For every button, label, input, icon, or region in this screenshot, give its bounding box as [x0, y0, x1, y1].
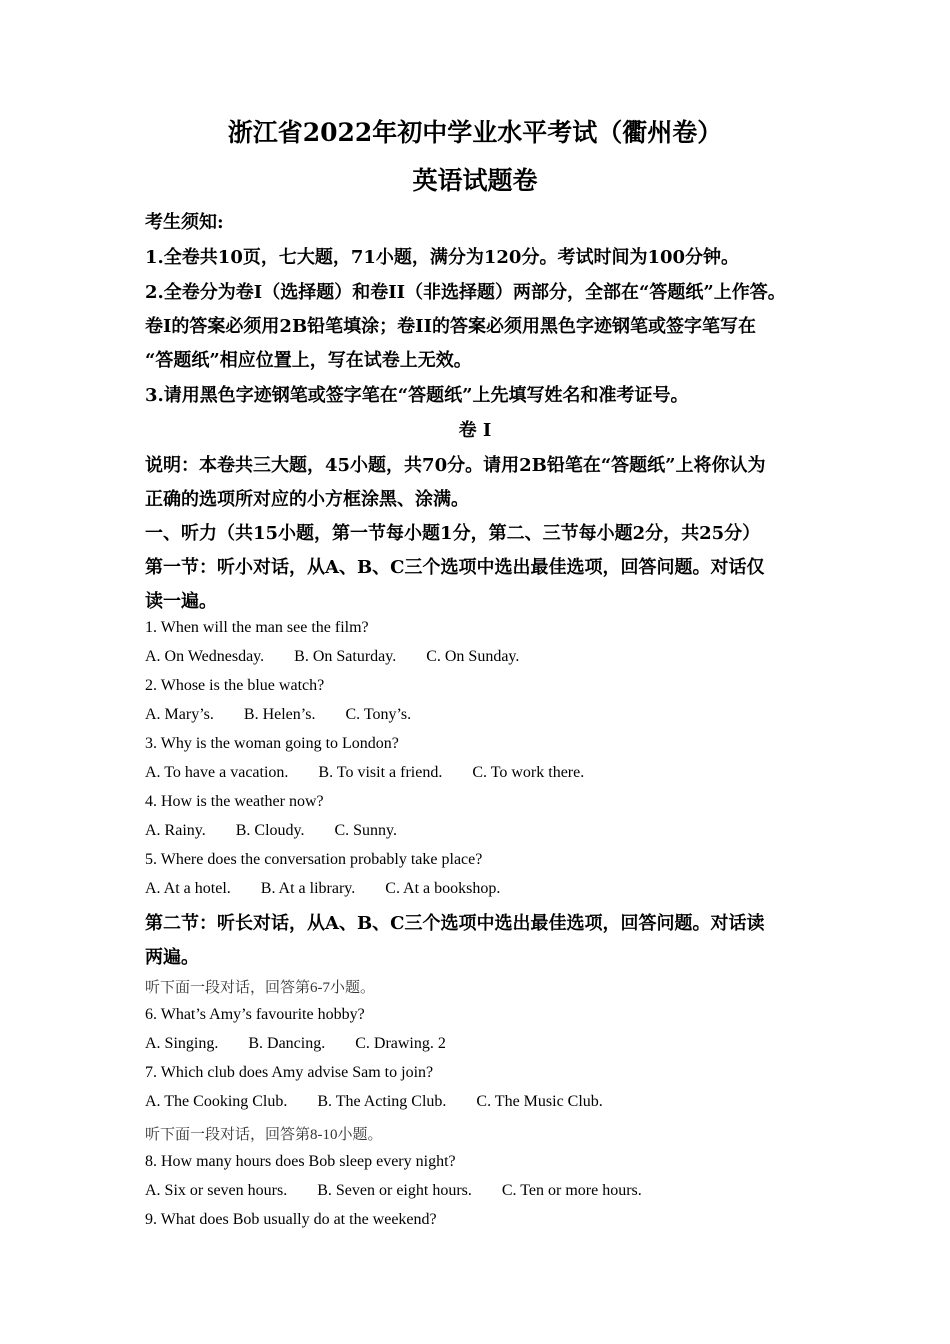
- volume-desc-line-2: 正确的选项所对应的小方框涂黑、涂满。: [145, 489, 469, 510]
- option-a: A. At a hotel.: [145, 880, 231, 897]
- question-text: 8. How many hours does Bob sleep every night?: [145, 1153, 456, 1170]
- option-c: C. Drawing. 2: [355, 1035, 446, 1052]
- notice-item-3: 3.请用黑色字迹钢笔或签字笔在“答题纸”上先填写姓名和准考证号。: [145, 385, 689, 406]
- option-c: C. To work there.: [472, 764, 585, 781]
- option-b: B. On Saturday.: [294, 648, 397, 665]
- volume-label: 卷 I: [458, 420, 492, 441]
- option-b: B. At a library.: [260, 880, 356, 897]
- option-a: A. Rainy.: [145, 822, 206, 839]
- option-a: A. To have a vacation.: [145, 764, 289, 781]
- answer-options: [145, 880, 500, 898]
- option-c: C. The Music Club.: [476, 1093, 603, 1110]
- dialogue-note-8-10: 听下面一段对话，回答第8-10小题。: [145, 1127, 383, 1143]
- option-b: B. Cloudy.: [235, 822, 305, 839]
- option-b: B. Seven or eight hours.: [317, 1182, 472, 1199]
- notice-item-2-line-1: 2.全卷分为卷I（选择题）和卷II（非选择题）两部分，全部在“答题纸”上作答。: [145, 282, 786, 303]
- option-b: B. To visit a friend.: [318, 764, 443, 781]
- option-a: A. Six or seven hours.: [145, 1182, 288, 1199]
- notice-heading: 考生须知:: [145, 212, 224, 233]
- question-text: 7. Which club does Amy advise Sam to join?: [145, 1064, 434, 1081]
- question-text: 4. How is the weather now?: [145, 793, 324, 810]
- answer-options: [145, 764, 584, 782]
- notice-item-2-line-2: 卷I的答案必须用2B铅笔填涂；卷II的答案必须用黑色字迹钢笔或签字笔写在: [145, 316, 756, 337]
- part2-instruction-line-1: 第二节：听长对话，从A、B、C三个选项中选出最佳选项，回答问题。对话读: [145, 913, 765, 934]
- notice-item-1: 1.全卷共10页，七大题，71小题，满分为120分。考试时间为100分钟。: [145, 247, 740, 268]
- question-text: 5. Where does the conversation probably take place?: [145, 851, 483, 868]
- option-c: C. Sunny.: [334, 822, 398, 839]
- option-c: C. Ten or more hours.: [501, 1182, 642, 1199]
- part1-instruction-line-2: 读一遍。: [145, 591, 217, 612]
- answer-options: [145, 822, 397, 840]
- question-text: 1. When will the man see the film?: [145, 619, 369, 636]
- question-text: 6. What’s Amy’s favourite hobby?: [145, 1006, 365, 1023]
- option-b: B. The Acting Club.: [317, 1093, 447, 1110]
- answer-options: [145, 1035, 446, 1053]
- answer-options: [145, 1182, 642, 1200]
- option-a: A. Singing.: [145, 1035, 219, 1052]
- option-c: C. On Sunday.: [426, 648, 520, 665]
- question-text: 3. Why is the woman going to London?: [145, 735, 399, 752]
- option-a: A. On Wednesday.: [145, 648, 265, 665]
- option-c: C. Tony’s.: [345, 706, 412, 723]
- option-b: B. Helen’s.: [243, 706, 316, 723]
- option-c: C. At a bookshop.: [385, 880, 501, 897]
- part2-instruction-line-2: 两遍。: [145, 947, 199, 968]
- exam-subtitle: 英语试题卷: [412, 166, 538, 195]
- answer-options: [145, 706, 411, 724]
- dialogue-note-6-7: 听下面一段对话，回答第6-7小题。: [145, 980, 375, 996]
- notice-item-2-line-3: “答题纸”相应位置上，写在试卷上无效。: [145, 350, 472, 371]
- question-text: 9. What does Bob usually do at the weekend?: [145, 1211, 437, 1228]
- exam-title: 浙江省2022年初中学业水平考试（衢州卷）: [227, 118, 723, 147]
- part1-instruction-line-1: 第一节：听小对话，从A、B、C三个选项中选出最佳选项，回答问题。对话仅: [145, 557, 765, 578]
- option-a: A. Mary’s.: [145, 706, 214, 723]
- answer-options: [145, 1093, 603, 1111]
- section-title: 一、听力（共15小题，第一节每小题1分，第二、三节每小题2分，共25分）: [145, 523, 761, 544]
- question-text: 2. Whose is the blue watch?: [145, 677, 325, 694]
- volume-desc-line-1: 说明：本卷共三大题，45小题，共70分。请用2B铅笔在“答题纸”上将你认为: [145, 455, 766, 476]
- option-a: A. The Cooking Club.: [145, 1093, 288, 1110]
- option-b: B. Dancing.: [248, 1035, 326, 1052]
- answer-options: [145, 648, 519, 666]
